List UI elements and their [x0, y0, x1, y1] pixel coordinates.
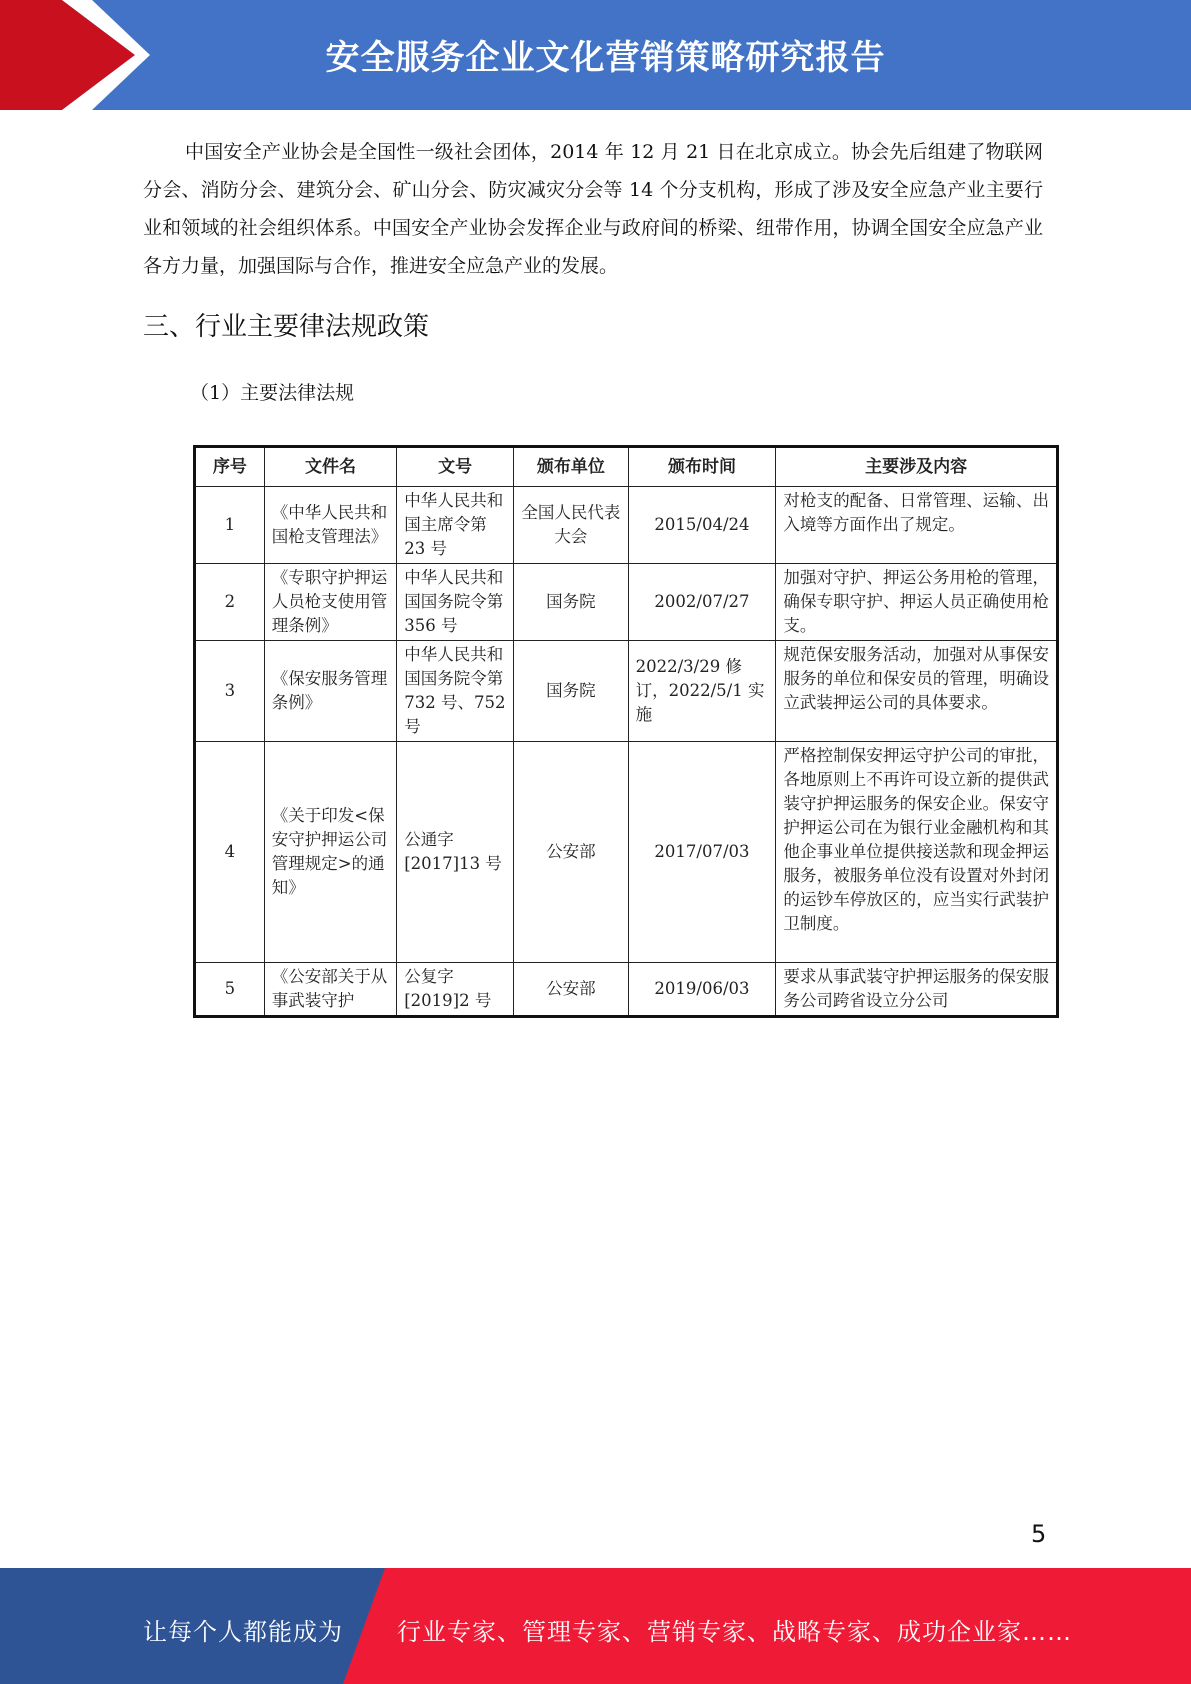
- sub-heading: （1）主要法律法规: [190, 382, 355, 404]
- document-name-cell: 《保安服务管理条例》: [264, 641, 396, 742]
- document-number-cell: 公复字 [2019]2 号: [397, 963, 514, 1017]
- table-header-cell: 颁布单位: [514, 447, 629, 487]
- row-number-cell: 1: [195, 487, 265, 564]
- table-row: [195, 564, 1058, 641]
- content-cell: 规范保安服务活动，加强对从事保安服务的单位和保安员的管理，明确设立武装押运公司的具体要求。: [776, 641, 1058, 742]
- date-cell: 2002/07/27: [628, 564, 776, 641]
- issuer-cell: 公安部: [514, 742, 629, 963]
- content-cell: 要求从事武装守护押运服务的保安服务公司跨省设立分公司: [776, 963, 1058, 1017]
- document-number-cell: 中华人民共和国主席令第 23 号: [397, 487, 514, 564]
- section-heading: 三、行业主要律法规政策: [143, 312, 430, 342]
- document-name-cell: 《关于印发<保安守护押运公司管理规定>的通知》: [264, 742, 396, 963]
- issuer-cell: 公安部: [514, 963, 629, 1017]
- laws-table: [193, 445, 1059, 1018]
- table-row: [195, 641, 1058, 742]
- table-header-cell: 序号: [195, 447, 265, 487]
- document-number-cell: 中华人民共和国国务院令第 356 号: [397, 564, 514, 641]
- content-cell: 对枪支的配备、日常管理、运输、出入境等方面作出了规定。: [776, 487, 1058, 564]
- date-cell: 2017/07/03: [628, 742, 776, 963]
- issuer-cell: 国务院: [514, 564, 629, 641]
- table-row: [195, 742, 1058, 963]
- row-number-cell: 2: [195, 564, 265, 641]
- date-cell: 2022/3/29 修订，2022/5/1 实施: [628, 641, 776, 742]
- content-cell: 加强对守护、押运公务用枪的管理，确保专职守护、押运人员正确使用枪支。: [776, 564, 1058, 641]
- row-number-cell: 4: [195, 742, 265, 963]
- row-number-cell: 5: [195, 963, 265, 1017]
- footer-slogan-left: 让每个人都能成为: [143, 1618, 343, 1646]
- intro-paragraph: 中国安全产业协会是全国性一级社会团体，2014 年 12 月 21 日在北京成立。协会先后组建了物联网分会、消防分会、建筑分会、矿山分会、防灾减灾分会等 14 个分支机构，形成了涉及安全应急产业主要行业和领域的社会组织体系。中国安全产业协会发挥企业与政府间的桥梁、纽带作用，协调全国安全应急产业各方力量，加强国际与合作，推进安全应急产业的发展。: [143, 141, 1043, 277]
- table-header-cell: 颁布时间: [628, 447, 776, 487]
- document-name-cell: 《中华人民共和国枪支管理法》: [264, 487, 396, 564]
- report-title: 安全服务企业文化营销策略研究报告: [325, 38, 886, 78]
- table-row: [195, 963, 1058, 1017]
- page-number: 5: [1031, 1520, 1047, 1548]
- document-number-cell: 公通字 [2017]13 号: [397, 742, 514, 963]
- row-number-cell: 3: [195, 641, 265, 742]
- date-cell: 2019/06/03: [628, 963, 776, 1017]
- table-header-cell: 主要涉及内容: [776, 447, 1058, 487]
- document-name-cell: 《公安部关于从事武装守护: [264, 963, 396, 1017]
- content-cell: 严格控制保安押运守护公司的审批，各地原则上不再许可设立新的提供武装守护押运服务的保安企业。保安守护押运公司在为银行业金融机构和其他企事业单位提供接送款和现金押运服务，被服务单位没有设置对外封闭的运钞车停放区的，应当实行武装护卫制度。: [776, 742, 1058, 963]
- date-cell: 2015/04/24: [628, 487, 776, 564]
- table-header-cell: 文件名: [264, 447, 396, 487]
- document-number-cell: 中华人民共和国国务院令第 732 号、752 号: [397, 641, 514, 742]
- document-name-cell: 《专职守护押运人员枪支使用管理条例》: [264, 564, 396, 641]
- table-row: [195, 487, 1058, 564]
- table-header-cell: 文号: [397, 447, 514, 487]
- issuer-cell: 全国人民代表大会: [514, 487, 629, 564]
- table-header-row: [195, 447, 1058, 487]
- footer-slogan-right: 行业专家、管理专家、营销专家、战略专家、成功企业家……: [397, 1618, 1072, 1646]
- issuer-cell: 国务院: [514, 641, 629, 742]
- page-header: [0, 0, 1191, 110]
